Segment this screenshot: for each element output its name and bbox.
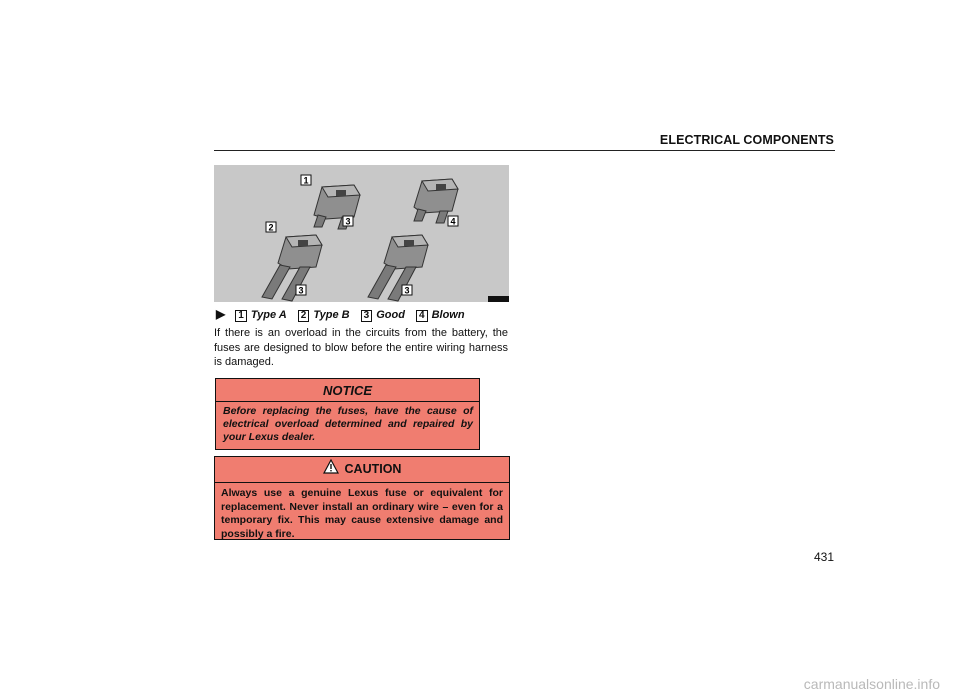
svg-text:3: 3 bbox=[345, 216, 351, 227]
header-rule bbox=[214, 150, 835, 151]
caption-num-3: 3 bbox=[361, 310, 373, 322]
callout-3-type-a bbox=[343, 216, 353, 227]
caution-header bbox=[215, 457, 509, 483]
figure-caption bbox=[216, 307, 516, 322]
caption-arrow-icon: ▶ bbox=[216, 307, 226, 321]
caption-num-1: 1 bbox=[235, 310, 247, 322]
notice-text: Before replacing the fuses, have the cause of electrical overload determined and repaired by your Lexus dealer. bbox=[223, 405, 473, 443]
page-number: 431 bbox=[813, 550, 834, 564]
caution-title: CAUTION bbox=[344, 462, 402, 476]
figure-code-tag bbox=[488, 296, 509, 302]
svg-text:3: 3 bbox=[404, 285, 410, 296]
caption-label-1: Type A bbox=[250, 309, 287, 321]
caption-label-4: Blown bbox=[431, 309, 465, 321]
caption-label-3: Good bbox=[376, 309, 405, 321]
fuse-figure bbox=[214, 165, 509, 302]
caption-label-2: Type B bbox=[313, 309, 350, 321]
fuse-type-b-good bbox=[262, 235, 322, 301]
warning-triangle-icon bbox=[323, 458, 339, 482]
svg-text:1: 1 bbox=[303, 175, 309, 186]
caution-box bbox=[214, 456, 510, 540]
notice-box bbox=[215, 378, 480, 450]
fuse-illustration bbox=[214, 165, 509, 302]
svg-text:4: 4 bbox=[450, 216, 456, 227]
svg-text:3: 3 bbox=[298, 285, 304, 296]
fuse-type-b-blown bbox=[368, 235, 428, 301]
header-title: ELECTRICAL COMPONENTS bbox=[659, 133, 834, 147]
watermark: carmanualsonline.info bbox=[803, 676, 940, 692]
caption-num-4: 4 bbox=[416, 310, 428, 322]
caption-num-2: 2 bbox=[298, 310, 310, 322]
callout-3-blown bbox=[402, 285, 412, 296]
svg-text:2: 2 bbox=[268, 222, 274, 233]
callout-3-type-b bbox=[296, 285, 306, 296]
notice-title: NOTICE bbox=[216, 379, 479, 402]
callout-4 bbox=[448, 216, 458, 227]
callout-2 bbox=[266, 222, 276, 233]
callout-1 bbox=[301, 175, 311, 186]
body-paragraph: If there is an overload in the circuits from the battery, the fuses are designed to blow before the entire wiring harness is damaged. bbox=[214, 327, 508, 368]
caution-text: Always use a genuine Lexus fuse or equivalent for replacement. Never install an ordinary wire – even for a temporary fix. This may cause extensive damage and possibly a fire. bbox=[221, 487, 503, 540]
